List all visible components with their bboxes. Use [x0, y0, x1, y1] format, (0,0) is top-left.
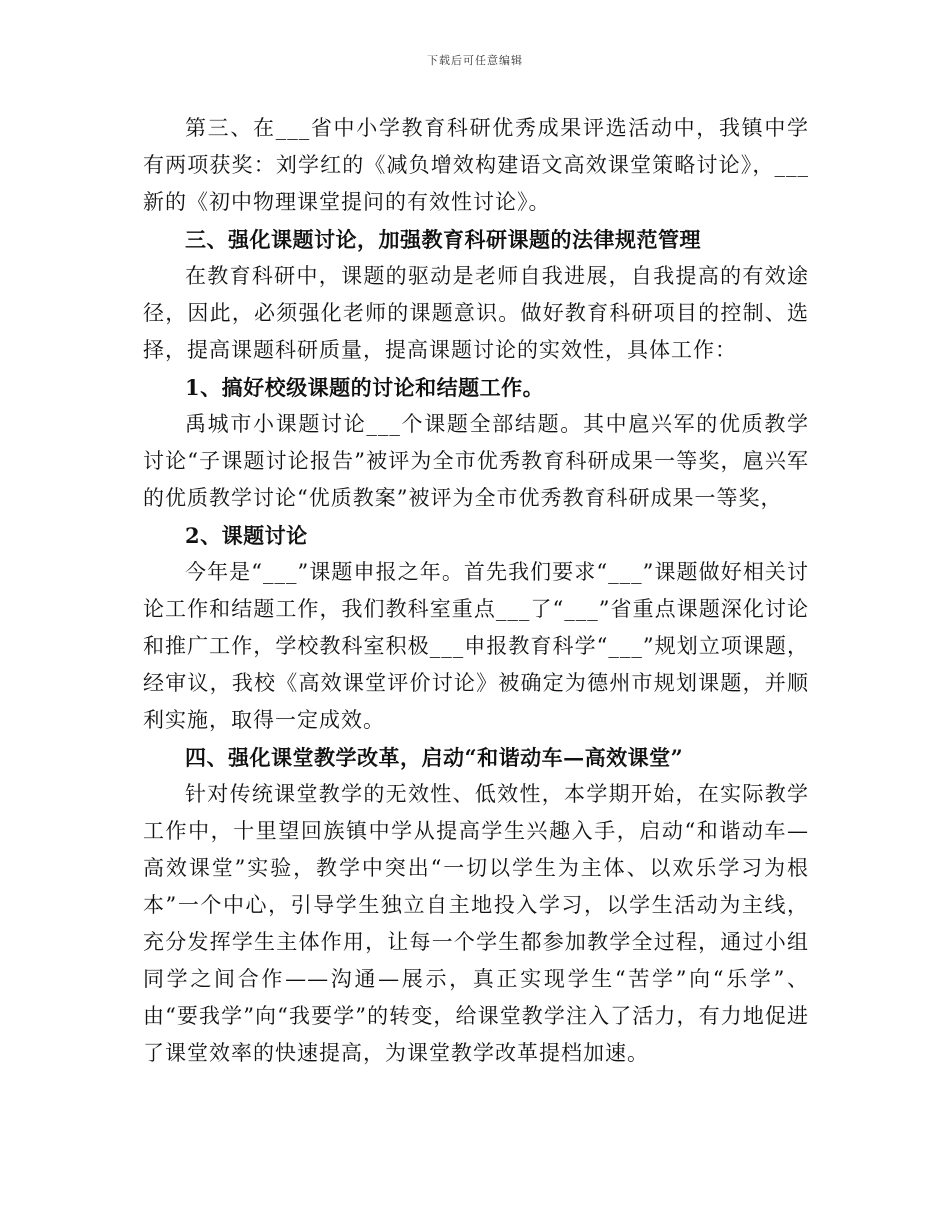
paragraph: 今年是“___”课题申报之年。首先我们要求“___”课题做好相关讨论工作和结题工作，我们教科室重点___了“___”省重点课题深化讨论和推广工作，学校教科室积极___申报教育科学“___”规划立项课题，经审议，我校《高效课堂评价讨论》被确定为德州市规划课题，并顺利实施，取得一定成效。	[143, 560, 809, 732]
subsection-heading: 1、搞好校级课题的讨论和结题工作。	[185, 375, 545, 400]
paragraph: 针对传统课堂教学的无效性、低效性，本学期开始，在实际教学工作中，十里望回族镇中学从提高学生兴趣入手，启动“和谐动车—高效课堂”实验，教学中突出“一切以学生为主体、以欢乐学习为根本”一个中心，引导学生独立自主地投入学习，以学生活动为主线，充分发挥学生主体作用，让每一个学生都参加教学全过程，通过小组同学之间合作——沟通—展示，真正实现学生“苦学”向“乐学”、由“要我学”向“我要学”的转变，给课堂教学注入了活力，有力地促进了课堂效率的快速提高，为课堂教学改革提档加速。	[143, 782, 809, 1065]
section-heading: 三、强化课题讨论，加强教育科研课题的法律规范管理	[185, 227, 701, 252]
section-heading: 四、强化课堂教学改革，启动“和谐动车—高效课堂”	[185, 745, 684, 770]
subsection-heading: 2、课题讨论	[185, 523, 308, 548]
page-header: 下载后可任意编辑	[427, 54, 523, 67]
paragraph: 在教育科研中，课题的驱动是老师自我进展，自我提高的有效途径，因此，必须强化老师的课题意识。做好教育科研项目的控制、选择，提高课题科研质量，提高课题讨论的实效性，具体工作：	[143, 264, 809, 362]
paragraph: 禹城市小课题讨论___个课题全部结题。其中扈兴军的优质教学讨论“子课题讨论报告”被评为全市优秀教育科研成果一等奖，扈兴军的优质教学讨论“优质教案”被评为全市优秀教育科研成果一等奖，	[143, 412, 809, 510]
document-body	[143, 110, 809, 1072]
paragraph: 第三、在___省中小学教育科研优秀成果评选活动中，我镇中学有两项获奖：刘学红的《减负增效构建语文高效课堂策略讨论》，___新的《初中物理课堂提问的有效性讨论》。	[143, 116, 809, 214]
